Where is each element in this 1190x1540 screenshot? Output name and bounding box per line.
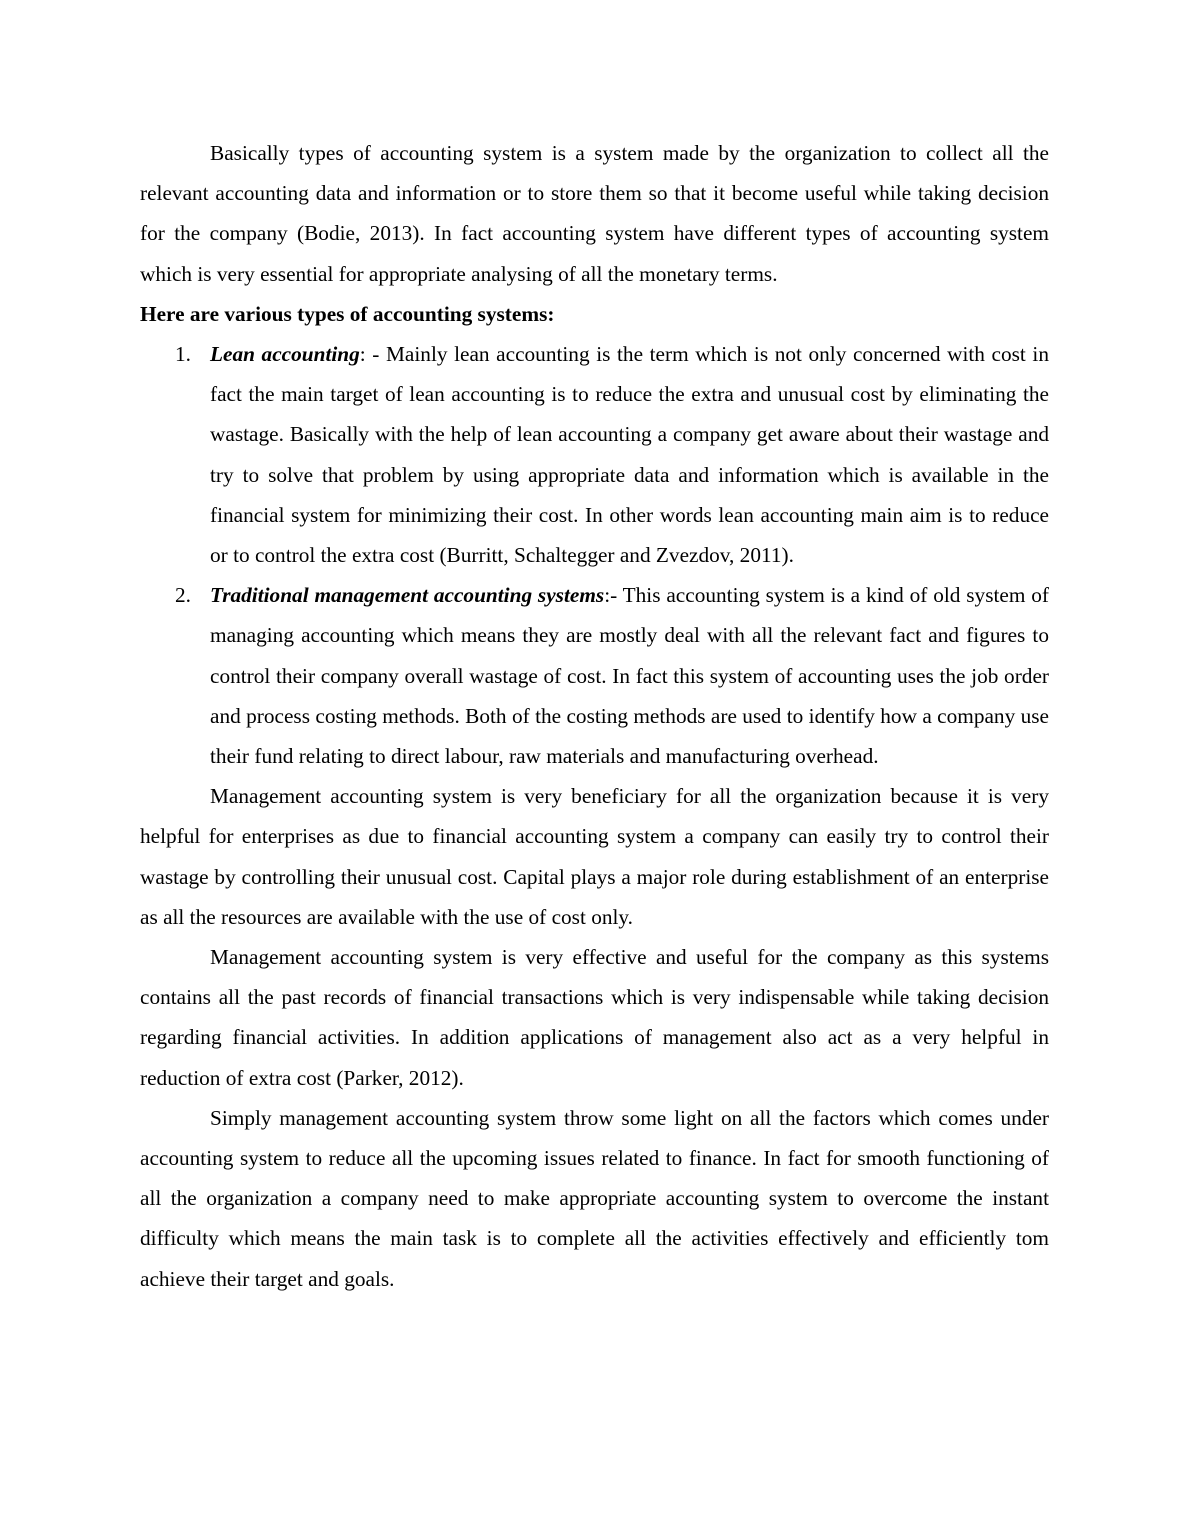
list-term: Lean accounting xyxy=(210,342,360,367)
list-text: : - Mainly lean accounting is the term which is not only concerned with cost in fact the main target of lean accounting is to reduce the extra and unusual cost by eliminating the wastage. Basically with the help of lean accounting a company get aware about their wastage and try to solve that problem by using appropriate data and information which is available in the financial system for minimizing their cost. In other words lean accounting main aim is to reduce or to control the extra cost (Burritt, Schaltegger and Zvezdov, 2011). xyxy=(210,342,1050,568)
document-page xyxy=(140,133,1049,1299)
list-number: 2. xyxy=(175,583,191,608)
management-beneficiary-paragraph: Management accounting system is very beneficiary for all the organization because it is very helpful for enterprises as due to financial accounting system a company can easily try to control their wastage by controlling their unusual cost. Capital plays a major role during establishment of an enterprise as all the resources are available with the use of cost only. xyxy=(140,784,1049,929)
simply-management-paragraph: Simply management accounting system throw some light on all the factors which comes under accounting system to reduce all the upcoming issues related to finance. In fact for smooth functioning of all the organization a company need to make appropriate accounting system to overcome the instant difficulty which means the main task is to complete all the activities effectively and efficiently tom achieve their target and goals. xyxy=(140,1105,1049,1291)
intro-paragraph: Basically types of accounting system is a system made by the organization to collect all the relevant accounting data and information or to store them so that it become useful while taking decision for the company (Bodie, 2013). In fact accounting system have different types of accounting system which is very essential for appropriate analysing of all the monetary terms. xyxy=(140,141,1049,286)
list-text: :- This accounting system is a kind of old system of managing accounting which means they are mostly deal with all the relevant fact and figures to control their company overall wastage of cost. In fact this system of accounting uses the job order and process costing methods. Both of the costing methods are used to identify how a company use their fund relating to direct labour, raw materials and manufacturing overhead. xyxy=(210,583,1050,769)
section-heading: Here are various types of accounting systems: xyxy=(140,301,555,326)
list-number: 1. xyxy=(175,342,191,367)
management-effective-paragraph: Management accounting system is very effective and useful for the company as this systems contains all the past records of financial transactions which is very indispensable while taking decision regarding financial activities. In addition applications of management also act as a very helpful in reduction of extra cost (Parker, 2012). xyxy=(140,945,1049,1090)
list-item-lean-accounting xyxy=(140,334,1049,575)
list-term: Traditional management accounting systems xyxy=(210,583,605,608)
list-item-traditional-management xyxy=(140,575,1049,776)
accounting-types-list xyxy=(140,334,1049,776)
